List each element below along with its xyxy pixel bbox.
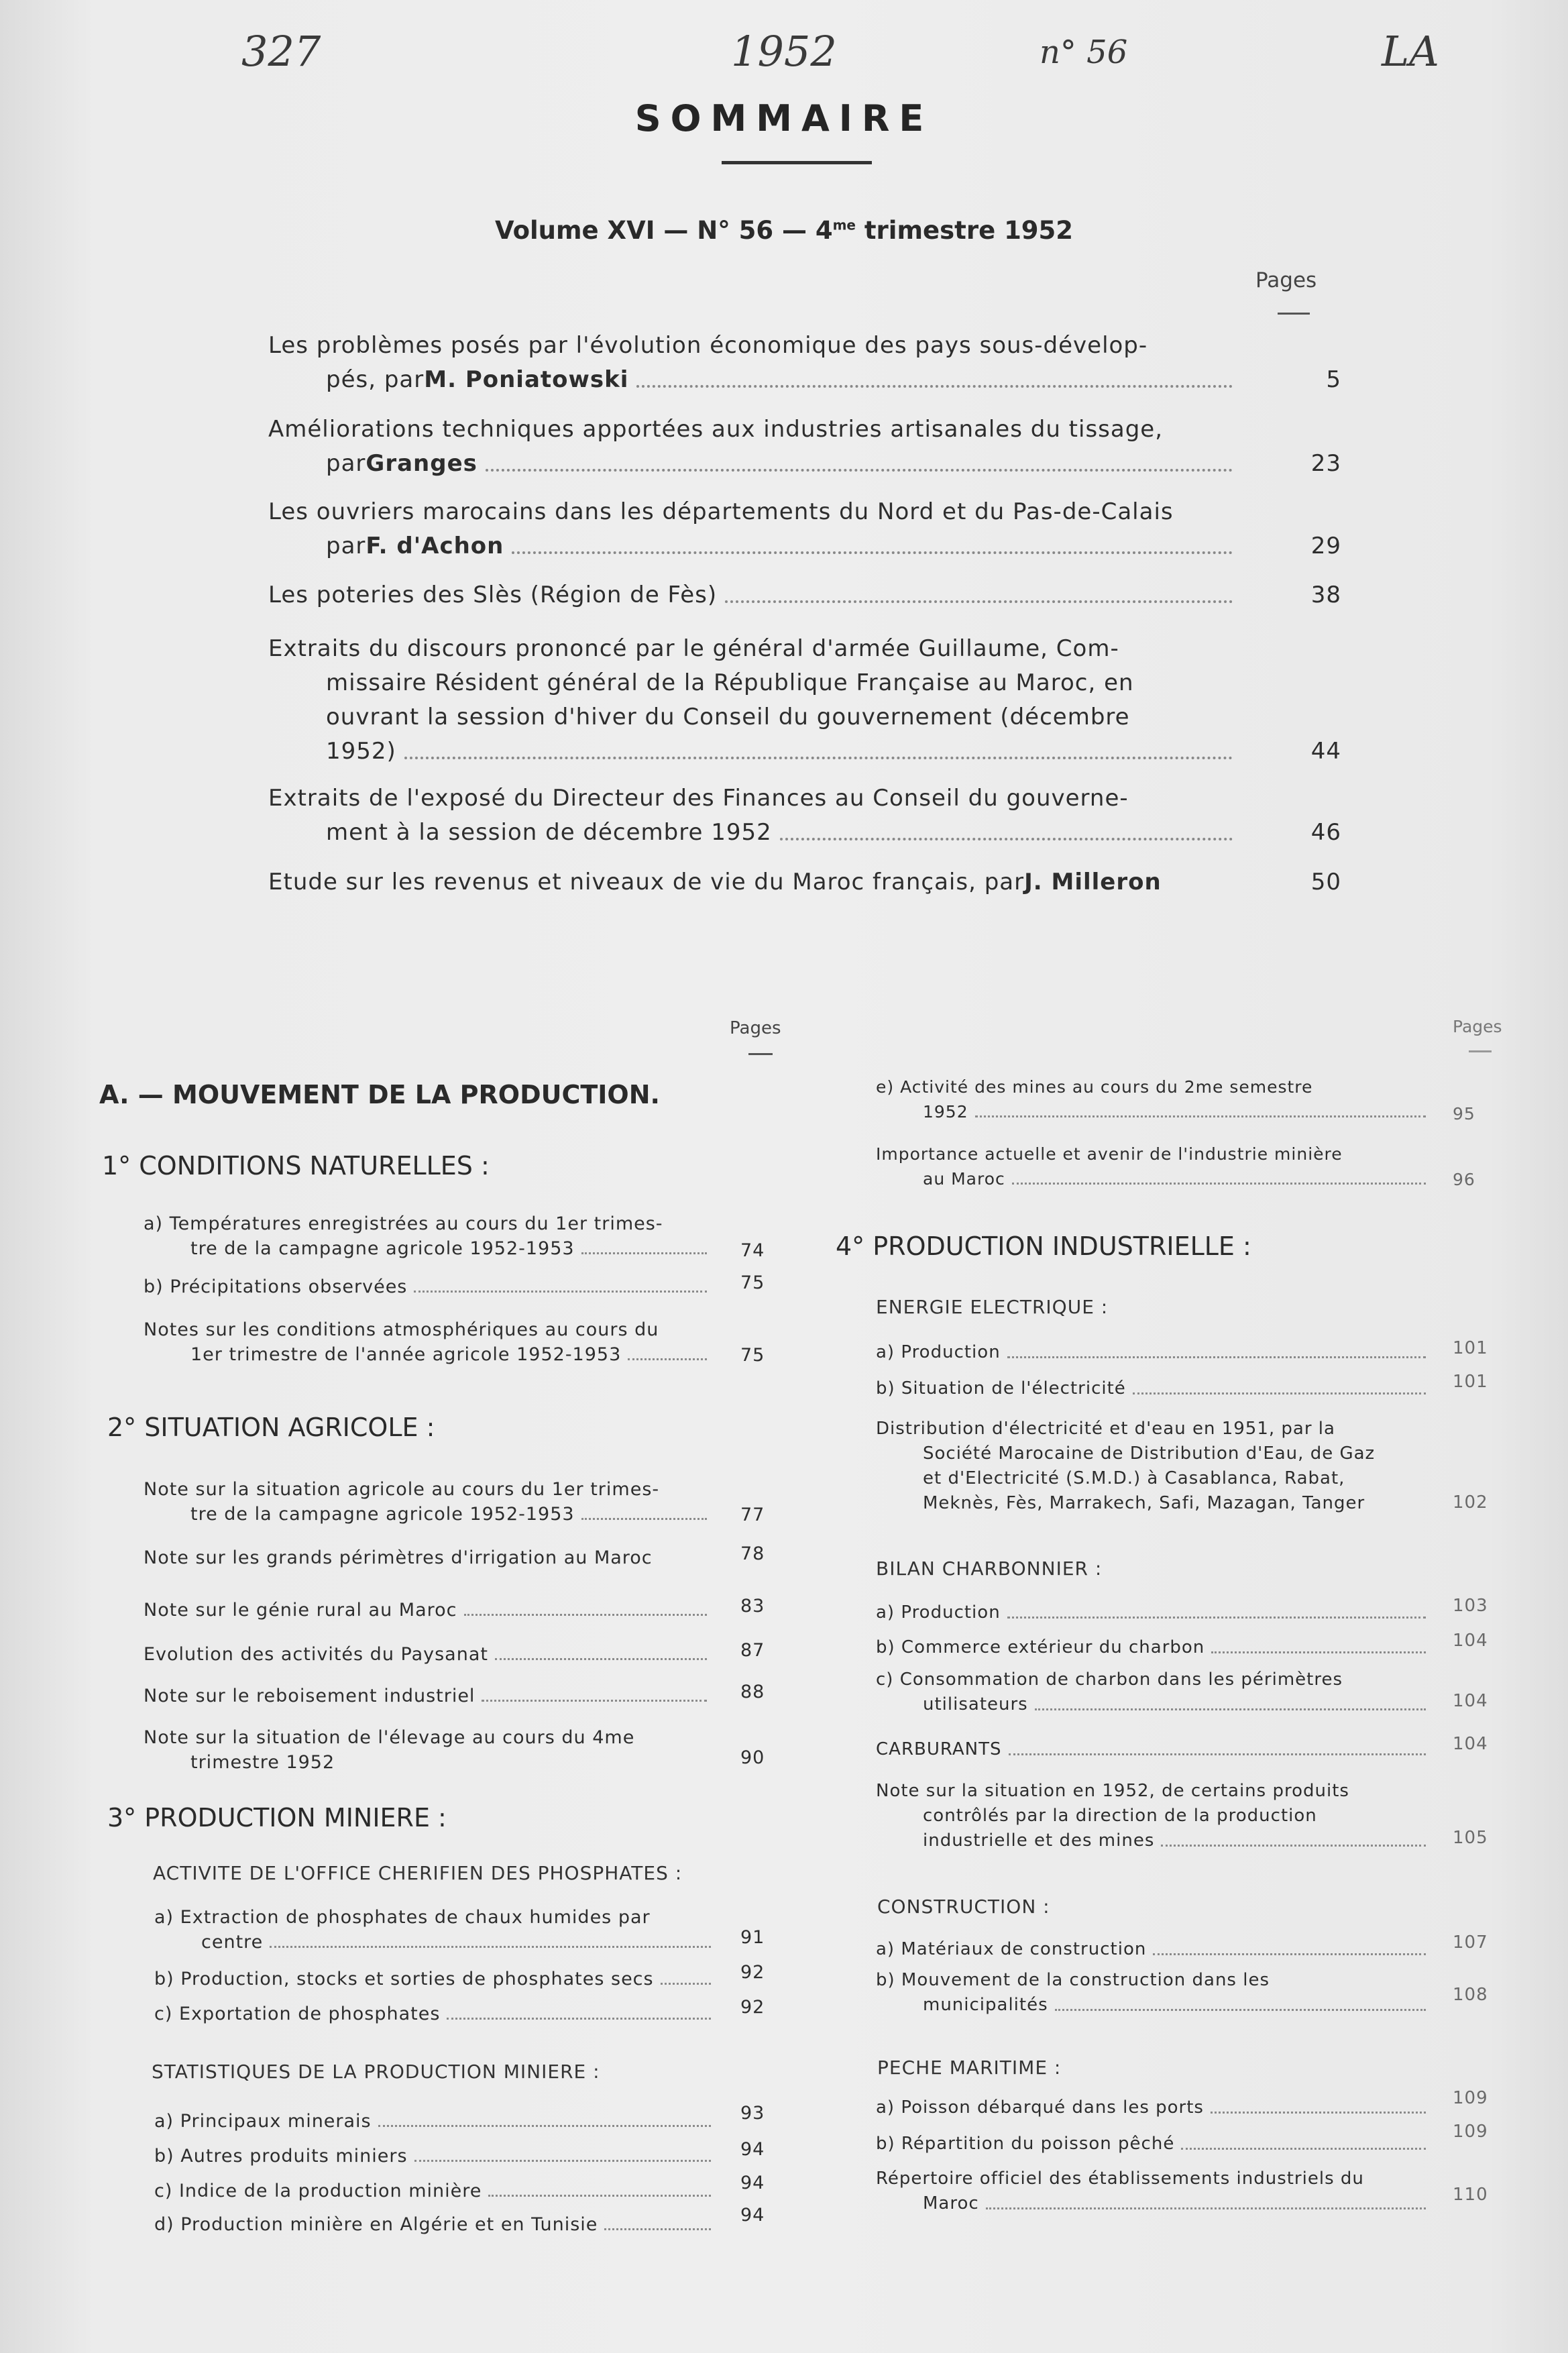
toc-page: 77 — [740, 1504, 765, 1525]
toc-page: 78 — [740, 1543, 765, 1564]
toc-page: 75 — [740, 1345, 765, 1366]
section-a-heading: A. — MOUVEMENT DE LA PRODUCTION. — [99, 1080, 660, 1109]
toc-page: 96 — [1453, 1170, 1475, 1189]
toc-entry: a) Principaux minerais — [154, 2109, 718, 2134]
volume-line: Volume XVI — N° 56 — $4^{me}$ trimestre 1952 — [494, 216, 1074, 245]
toc-entry: a) Extraction de phosphates de chaux humides par centre — [154, 1905, 718, 1955]
subsection-construction: CONSTRUCTION : — [877, 1896, 1050, 1918]
toc-page: 101 — [1453, 1372, 1488, 1392]
toc-entry: a) Production — [876, 1340, 1433, 1365]
handwritten-note-number: n° 56 — [1040, 34, 1128, 71]
toc-page: 101 — [1453, 1338, 1488, 1358]
toc-page: 87 — [740, 1640, 765, 1661]
toc-entry: b) Répartition du poisson pêché — [876, 2132, 1433, 2156]
toc-page: 75 — [740, 1272, 765, 1293]
toc-page: 93 — [740, 2103, 765, 2124]
section-3-heading: 3° PRODUCTION MINIERE : — [107, 1803, 447, 1832]
article-entry: Extraits du discours prononcé par le général d'armée Guillaume, Com- missaire Résident général de la République Française au Maroc, en ouvrant la session d'hiver du Conseil du gouvernement (décembre 1952) 44 — [268, 632, 1241, 769]
toc-page: 104 — [1453, 1631, 1488, 1651]
pages-rule-top — [1278, 313, 1310, 315]
toc-entry: Note sur la situation agricole au cours du 1er trimes- tre de la campagne agricole 1952-1953 — [144, 1477, 714, 1527]
article-entry: Etude sur les revenus et niveaux de vie du Maroc français, par J. Milleron 50 — [268, 865, 1241, 899]
toc-entry: b) Production, stocks et sorties de phosphates secs — [154, 1967, 718, 1991]
toc-entry: e) Activité des mines au cours du 2me semestre 1952 — [876, 1075, 1433, 1124]
section-4-heading: 4° PRODUCTION INDUSTRIELLE : — [836, 1232, 1251, 1261]
toc-page: 104 — [1453, 1734, 1488, 1754]
article-entry: Les poteries des Slès (Région de Fès) 38 — [268, 578, 1241, 612]
toc-page: 102 — [1453, 1492, 1488, 1513]
toc-page: 108 — [1453, 1985, 1488, 2005]
toc-entry: a) Températures enregistrées au cours du 1er trimes- tre de la campagne agricole 1952-1953 — [144, 1211, 714, 1261]
article-page: 5 — [1326, 366, 1341, 393]
toc-entry: d) Production minière en Algérie et en Tunisie — [154, 2212, 718, 2237]
toc-entry: a) Poisson débarqué dans les ports — [876, 2095, 1433, 2120]
subsection-statistiques: STATISTIQUES DE LA PRODUCTION MINIERE : — [152, 2061, 600, 2083]
toc-entry: Importance actuelle et avenir de l'industrie minière au Maroc — [876, 1142, 1433, 1191]
article-page: 50 — [1310, 869, 1341, 895]
article-page: 46 — [1310, 819, 1341, 846]
subsection-energie: ENERGIE ELECTRIQUE : — [876, 1296, 1109, 1318]
article-entry: Les problèmes posés par l'évolution économique des pays sous-dévelop- pés, par M. Poniatowski 5 — [268, 329, 1241, 397]
toc-entry: Note sur les grands périmètres d'irrigation au Maroc — [144, 1547, 653, 1568]
toc-entry: Note sur la situation en 1952, de certains produits contrôlés par la direction de la production industrielle et des mines — [876, 1779, 1433, 1853]
toc-page: 94 — [740, 2139, 765, 2160]
pages-rule-right — [1469, 1050, 1492, 1052]
toc-page: 94 — [740, 2205, 765, 2226]
article-entry: Extraits de l'exposé du Directeur des Finances au Conseil du gouverne- ment à la session de décembre 1952 46 — [268, 781, 1241, 850]
section-2-heading: 2° SITUATION AGRICOLE : — [107, 1413, 435, 1442]
handwritten-note-year: 1952 — [731, 27, 837, 76]
toc-entry: a) Production — [876, 1600, 1433, 1625]
toc-entry: Evolution des activités du Paysanat — [144, 1642, 714, 1667]
article-page: 23 — [1310, 450, 1341, 477]
toc-page: 74 — [740, 1240, 765, 1261]
page-title: SOMMAIRE — [634, 97, 934, 140]
handwritten-note-327: 327 — [241, 27, 321, 76]
toc-entry: b) Commerce extérieur du charbon — [876, 1635, 1433, 1660]
toc-page: 94 — [740, 2173, 765, 2193]
toc-page: 92 — [740, 1997, 765, 2018]
toc-page: 90 — [740, 1747, 765, 1768]
toc-page: 88 — [740, 1682, 765, 1702]
toc-entry-carburants: CARBURANTS — [876, 1737, 1433, 1762]
toc-page: 104 — [1453, 1691, 1488, 1711]
toc-page: 105 — [1453, 1828, 1488, 1848]
article-entry: Les ouvriers marocains dans les départements du Nord et du Pas-de-Calais par F. d'Achon 29 — [268, 495, 1241, 563]
toc-entry: a) Matériaux de construction — [876, 1937, 1433, 1962]
toc-entry: Notes sur les conditions atmosphériques au cours du 1er trimestre de l'année agricole 1952-1953 — [144, 1317, 714, 1367]
title-divider — [722, 161, 872, 164]
article-page: 29 — [1310, 533, 1341, 559]
pages-header-left: Pages — [730, 1018, 781, 1038]
pages-rule-left — [748, 1053, 773, 1055]
toc-entry: c) Exportation de phosphates — [154, 2002, 718, 2026]
toc-entry: c) Indice de la production minière — [154, 2179, 718, 2203]
pages-header-top: Pages — [1255, 268, 1317, 292]
pages-header-right: Pages — [1453, 1017, 1502, 1036]
toc-entry: Note sur la situation de l'élevage au cours du 4me trimestre 1952 — [144, 1727, 635, 1773]
toc-entry: Répertoire officiel des établissements industriels du Maroc — [876, 2167, 1433, 2216]
toc-page: 91 — [740, 1927, 765, 1948]
toc-page: 109 — [1453, 2122, 1488, 2142]
toc-page: 103 — [1453, 1596, 1488, 1616]
toc-entry: Note sur le reboisement industriel — [144, 1684, 714, 1708]
toc-entry: b) Mouvement de la construction dans les municipalités — [876, 1968, 1433, 2018]
toc-entry: b) Précipitations observées — [144, 1274, 714, 1299]
toc-page: 92 — [740, 1962, 765, 1983]
toc-entry: b) Situation de l'électricité — [876, 1376, 1433, 1401]
subsection-phosphates: ACTIVITE DE L'OFFICE CHERIFIEN DES PHOSPHATES : — [153, 1862, 683, 1884]
subsection-peche: PECHE MARITIME : — [877, 2057, 1062, 2079]
article-page: 44 — [1310, 738, 1341, 765]
toc-page: 109 — [1453, 2088, 1488, 2108]
toc-entry: Note sur le génie rural au Maroc — [144, 1598, 714, 1623]
handwritten-note-initials: LA — [1382, 27, 1439, 76]
article-entry: Améliorations techniques apportées aux industries artisanales du tissage, par Granges 23 — [268, 413, 1241, 481]
toc-page: 107 — [1453, 1932, 1488, 1953]
section-1-heading: 1° CONDITIONS NATURELLES : — [102, 1151, 490, 1181]
article-page: 38 — [1310, 582, 1341, 608]
toc-entry: c) Consommation de charbon dans les périmètres utilisateurs — [876, 1667, 1433, 1717]
toc-page: 83 — [740, 1596, 765, 1617]
toc-entry: Distribution d'électricité et d'eau en 1951, par la Société Marocaine de Distribution d'Eau, de Gaz et d'Electricité (S.M.D.) à Casablanca, Rabat, Meknès, Fès, Marrakech, Safi, Mazagan, Tanger — [876, 1419, 1376, 1513]
toc-page: 95 — [1453, 1104, 1475, 1124]
subsection-bilan: BILAN CHARBONNIER : — [876, 1557, 1103, 1580]
toc-entry: b) Autres produits miniers — [154, 2144, 718, 2169]
toc-page: 110 — [1453, 2185, 1488, 2205]
